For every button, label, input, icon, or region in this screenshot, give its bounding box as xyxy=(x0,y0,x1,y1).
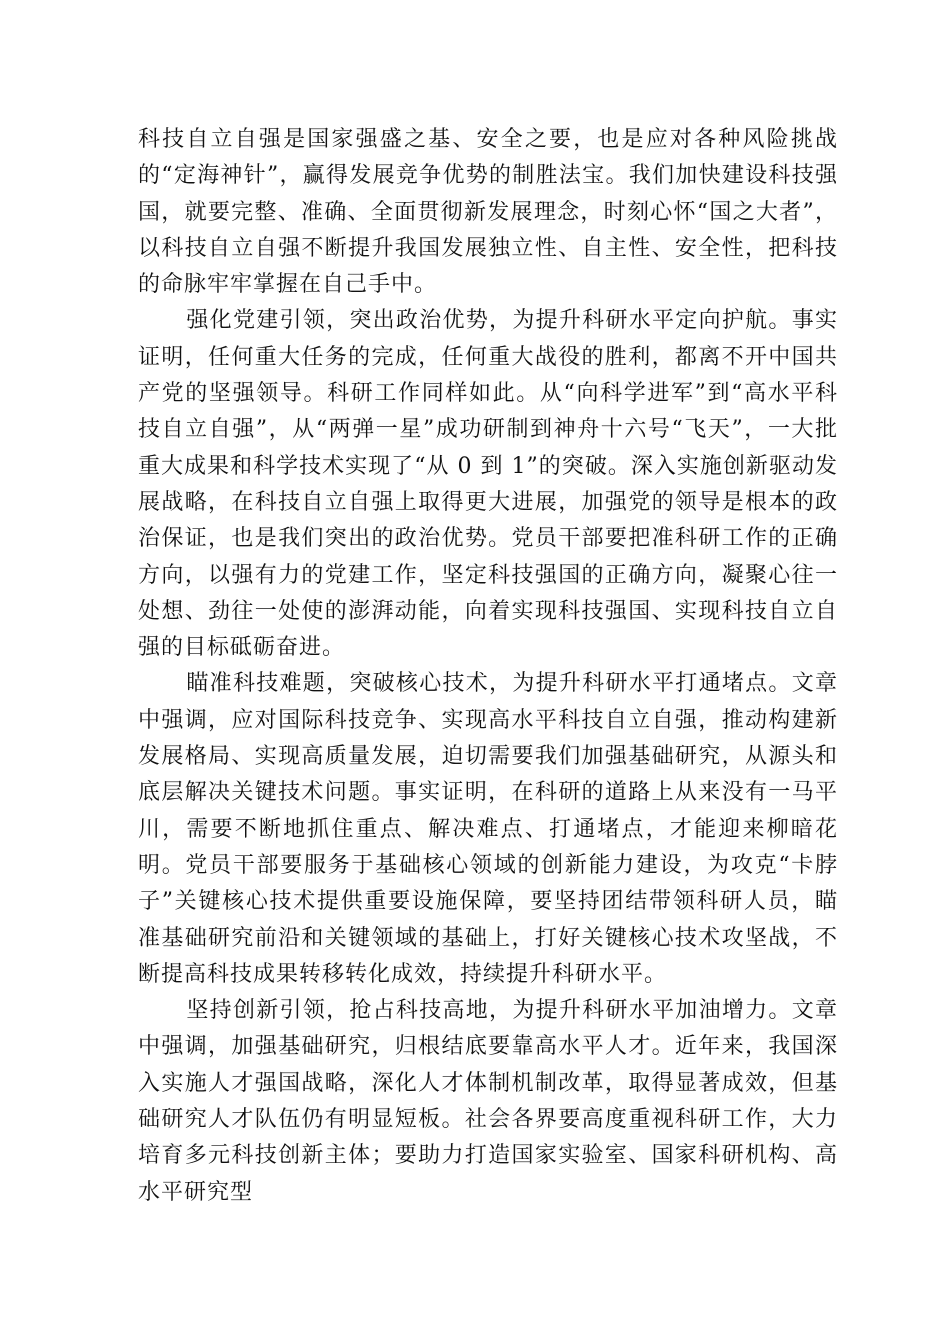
paragraph-1: 科技自立自强是国家强盛之基、安全之要，也是应对各种风险挑战的“定海神针”，赢得发展竞争优势的制胜法宝。我们加快建设科技强国，就要完整、准确、全面贯彻新发展理念，时刻心怀“国之大者”，以科技自立自强不断提升我国发展独立性、自主性、安全性，把科技的命脉牢牢掌握在自己手中。 xyxy=(138,127,838,298)
paragraph-3: 瞄准科技难题，突破核心技术，为提升科研水平打通堵点。文章中强调，应对国际科技竞争、实现高水平科技自立自强，推动构建新发展格局、实现高质量发展，迫切需要我们加强基础研究，从源头和底层解决关键技术问题。事实证明，在科研的道路上从来没有一马平川，需要不断地抓住重点、解决难点、打通堵点，才能迎来柳暗花明。党员干部要服务于基础核心领域的创新能力建设，为攻克“卡脖子”关键核心技术提供重要设施保障，要坚持团结带领科研人员，瞄准基础研究前沿和关键领域的基础上，打好关键核心技术攻坚战，不断提高科技成果转移转化成效，持续提升科研水平。 xyxy=(138,671,838,987)
paragraph-2: 强化党建引领，突出政治优势，为提升科研水平定向护航。事实证明，任何重大任务的完成，任何重大战役的胜利，都离不开中国共产党的坚强领导。科研工作同样如此。从“向科学进军”到“高水平科技自立自强”，从“两弹一星”成功研制到神舟十六号“飞天”，一大批重大成果和科学技术实现了“从 0 到 1”的突破。深入实施创新驱动发展战略，在科技自立自强上取得更大进展，加强党的领导是根本的政治保证，也是我们突出的政治优势。党员干部要把准科研工作的正确方向，以强有力的党建工作，坚定科技强国的正确方向，凝聚心往一处想、劲往一处使的澎湃动能，向着实现科技强国、实现科技自立自强的目标砥砺奋进。 xyxy=(138,308,838,661)
article-body xyxy=(138,122,838,1211)
paragraph-4: 坚持创新引领，抢占科技高地，为提升科研水平加油增力。文章中强调，加强基础研究，归根结底要靠高水平人才。近年来，我国深入实施人才强国战略，深化人才体制机制改革，取得显著成效，但基础研究人才队伍仍有明显短板。社会各界要高度重视科研工作，大力培育多元科技创新主体；要助力打造国家实验室、国家科研机构、高水平研究型 xyxy=(138,998,838,1205)
